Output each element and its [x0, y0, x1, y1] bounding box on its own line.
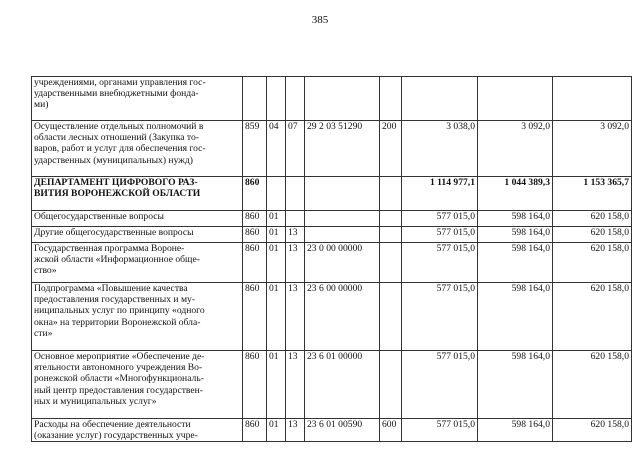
ministry-code-cell: 859 — [243, 121, 267, 177]
amount-cell-3: 620 158,0 — [553, 243, 632, 283]
row-name-cell — [32, 351, 243, 419]
section-code-cell: 01 — [267, 227, 286, 243]
row-name-line: ниципальных услуг по принципу «одного — [34, 305, 205, 317]
subsection-code-cell — [286, 77, 305, 121]
ministry-code-cell: 860 — [243, 211, 267, 227]
amount-cell-2: 598 164,0 — [478, 351, 553, 419]
row-name-cell — [32, 121, 243, 177]
target-code-cell: 23 6 01 00000 — [305, 351, 380, 419]
amount-cell-3: 620 158,0 — [553, 283, 632, 351]
page-number: 385 — [311, 14, 329, 26]
ministry-code-cell: 860 — [243, 227, 267, 243]
expense-type-cell — [380, 283, 402, 351]
amount-cell-1: 3 038,0 — [402, 121, 478, 177]
row-name-line: ударственных (муниципальных) нужд) — [34, 154, 193, 166]
row-name-line: Подпрограмма «Повышение качества — [34, 283, 188, 294]
row-name-line: ство» — [34, 265, 57, 277]
table-row — [32, 283, 632, 351]
section-code-cell: 01 — [267, 419, 286, 442]
target-code-cell: 29 2 03 51290 — [305, 121, 380, 177]
amount-cell-3: 620 158,0 — [553, 419, 632, 442]
row-name-cell — [32, 77, 243, 121]
row-name-line: Осуществление отдельных полномочий в — [34, 121, 204, 132]
subsection-code-cell — [286, 211, 305, 227]
section-code-cell — [267, 77, 286, 121]
row-name-line: окна» на территории Воронежской обла- — [34, 316, 201, 328]
amount-cell-2: 598 164,0 — [478, 227, 553, 243]
subsection-code-cell: 13 — [286, 243, 305, 283]
target-code-cell: 23 6 01 00590 — [305, 419, 380, 442]
amount-cell-1: 577 015,0 — [402, 351, 478, 419]
target-code-cell: 23 6 00 00000 — [305, 283, 380, 351]
expense-type-cell — [380, 211, 402, 227]
section-code-cell: 01 — [267, 283, 286, 351]
section-code-cell: 01 — [267, 351, 286, 419]
row-name-line: сти» — [34, 327, 53, 339]
row-name-line: ронежской области «Многофункциональ- — [34, 373, 204, 385]
subsection-code-cell: 13 — [286, 227, 305, 243]
section-code-cell: 01 — [267, 243, 286, 283]
row-name-line: жской области «Информационное обще- — [34, 254, 200, 266]
table-row — [32, 177, 632, 211]
row-name-cell — [32, 419, 243, 442]
row-name-line: Общегосударственные вопросы — [34, 211, 164, 222]
ministry-code-cell: 860 — [243, 419, 267, 442]
target-code-cell: 23 0 00 00000 — [305, 243, 380, 283]
expense-type-cell — [380, 77, 402, 121]
row-name-line: области лесных отношений (Закупка то- — [34, 132, 199, 144]
row-name-line: ВИТИЯ ВОРОНЕЖСКОЙ ОБЛАСТИ — [34, 188, 201, 200]
amount-cell-1 — [402, 77, 478, 121]
row-name-line: ми) — [34, 99, 49, 111]
table-row — [32, 77, 632, 121]
subsection-code-cell: 13 — [286, 419, 305, 442]
expense-type-cell — [380, 351, 402, 419]
subsection-code-cell: 13 — [286, 283, 305, 351]
ministry-code-cell: 860 — [243, 177, 267, 211]
expense-type-cell — [380, 243, 402, 283]
row-name-line: предоставления государственных и му- — [34, 294, 196, 306]
amount-cell-3: 620 158,0 — [553, 211, 632, 227]
section-code-cell: 04 — [267, 121, 286, 177]
amount-cell-1: 577 015,0 — [402, 211, 478, 227]
table-row — [32, 243, 632, 283]
row-name-line: Государственная программа Вороне- — [34, 243, 185, 254]
amount-cell-1: 577 015,0 — [402, 283, 478, 351]
expense-type-cell — [380, 227, 402, 243]
amount-cell-2: 598 164,0 — [478, 283, 553, 351]
row-name-line: ятельности автономного учреждения Во- — [34, 362, 203, 374]
expense-type-cell: 600 — [380, 419, 402, 442]
row-name-line: ДЕПАРТАМЕНТ ЦИФРОВОГО РАЗ- — [34, 177, 198, 188]
amount-cell-1: 577 015,0 — [402, 243, 478, 283]
row-name-line: учреждениями, органами управления гос- — [34, 77, 206, 88]
row-name-line: ударственными внебюджетными фонда- — [34, 88, 199, 100]
section-code-cell: 01 — [267, 211, 286, 227]
target-code-cell — [305, 77, 380, 121]
row-name-cell — [32, 243, 243, 283]
subsection-code-cell — [286, 177, 305, 211]
amount-cell-1: 577 015,0 — [402, 419, 478, 442]
table-row — [32, 351, 632, 419]
row-name-line: (оказание услуг) государственных учре- — [34, 430, 198, 442]
target-code-cell — [305, 227, 380, 243]
row-name-line: ных и муниципальных услуг» — [34, 395, 157, 407]
target-code-cell — [305, 177, 380, 211]
amount-cell-2: 3 092,0 — [478, 121, 553, 177]
table-row — [32, 121, 632, 177]
amount-cell-2: 598 164,0 — [478, 419, 553, 442]
ministry-code-cell: 860 — [243, 351, 267, 419]
expense-type-cell: 200 — [380, 121, 402, 177]
table-row — [32, 211, 632, 227]
amount-cell-3: 620 158,0 — [553, 351, 632, 419]
amount-cell-1: 1 114 977,1 — [402, 177, 478, 211]
amount-cell-2: 598 164,0 — [478, 243, 553, 283]
row-name-cell — [32, 177, 243, 211]
ministry-code-cell — [243, 77, 267, 121]
subsection-code-cell: 13 — [286, 351, 305, 419]
expense-type-cell — [380, 177, 402, 211]
amount-cell-2: 1 044 389,3 — [478, 177, 553, 211]
amount-cell-2 — [478, 77, 553, 121]
subsection-code-cell: 07 — [286, 121, 305, 177]
amount-cell-3: 1 153 365,7 — [553, 177, 632, 211]
row-name-line: Другие общегосударственные вопросы — [34, 227, 194, 238]
amount-cell-3 — [553, 77, 632, 121]
row-name-line: Основное мероприятие «Обеспечение де- — [34, 351, 205, 362]
row-name-line: Расходы на обеспечение деятельности — [34, 419, 191, 430]
table-row — [32, 419, 632, 442]
table-row — [32, 227, 632, 243]
row-name-line: варов, работ и услуг для обеспечения гос- — [34, 143, 206, 155]
section-code-cell — [267, 177, 286, 211]
row-name-line: ный центр предоставления государствен- — [34, 384, 203, 396]
target-code-cell — [305, 211, 380, 227]
row-name-cell — [32, 283, 243, 351]
amount-cell-3: 620 158,0 — [553, 227, 632, 243]
amount-cell-1: 577 015,0 — [402, 227, 478, 243]
row-name-cell — [32, 211, 243, 227]
ministry-code-cell: 860 — [243, 243, 267, 283]
ministry-code-cell: 860 — [243, 283, 267, 351]
amount-cell-3: 3 092,0 — [553, 121, 632, 177]
row-name-cell — [32, 227, 243, 243]
budget-table — [31, 76, 632, 442]
amount-cell-2: 598 164,0 — [478, 211, 553, 227]
